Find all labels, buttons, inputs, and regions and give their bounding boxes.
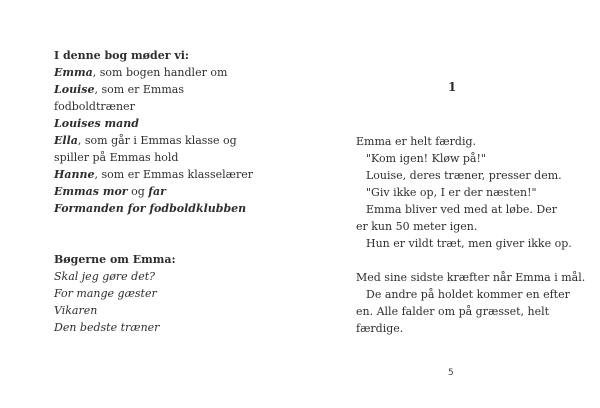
character-line bbox=[54, 200, 246, 217]
books-heading: Bøgerne om Emma: bbox=[54, 253, 176, 266]
character-name: Hanne bbox=[54, 168, 95, 181]
text-line: Emma bliver ved med at løbe. Der bbox=[366, 203, 557, 216]
text-line: "Giv ikke op, I er der næsten!" bbox=[366, 186, 537, 199]
right-page bbox=[300, 0, 600, 408]
character-name: Formanden for fodboldklubben bbox=[54, 202, 247, 215]
character-line bbox=[54, 64, 227, 81]
character-line bbox=[54, 98, 135, 115]
character-desc: , som bogen handler om bbox=[92, 66, 228, 79]
character-desc: fodboldtræner bbox=[54, 100, 135, 113]
chapter-number: 1 bbox=[448, 80, 457, 94]
book-title: Den bedste træner bbox=[54, 321, 160, 334]
character-desc: , som er Emmas klasselærer bbox=[94, 168, 253, 181]
page-number: 5 bbox=[448, 368, 454, 378]
text-line: Emma er helt færdig. bbox=[356, 135, 477, 148]
character-name: Ella bbox=[54, 134, 78, 147]
character-desc: spiller på Emmas hold bbox=[54, 151, 179, 164]
character-name: Louises mand bbox=[54, 117, 139, 130]
text-line: færdige. bbox=[356, 322, 404, 335]
character-line bbox=[54, 81, 184, 98]
character-line bbox=[54, 149, 178, 166]
text-line: Hun er vildt træt, men giver ikke op. bbox=[366, 237, 572, 250]
character-desc: , som er Emmas bbox=[94, 83, 184, 96]
text-line: De andre på holdet kommer en efter bbox=[366, 288, 570, 301]
character-line bbox=[54, 166, 253, 183]
text-line: en. Alle falder om på græsset, helt bbox=[356, 305, 550, 318]
character-desc: , som går i Emmas klasse og bbox=[77, 134, 237, 147]
text-line: "Kom igen! Kløw på!" bbox=[366, 152, 486, 165]
character-line bbox=[54, 183, 166, 200]
character-line bbox=[54, 115, 139, 132]
text-line: Med sine sidste kræfter når Emma i mål. bbox=[356, 271, 586, 284]
text-line: er kun 50 meter igen. bbox=[356, 220, 478, 233]
character-desc: og bbox=[127, 185, 149, 198]
character-name: Emma bbox=[54, 66, 93, 79]
character-name: Louise bbox=[54, 83, 95, 96]
intro-heading: I denne bog møder vi: bbox=[54, 49, 189, 62]
book-title: Skal jeg gøre det? bbox=[54, 270, 156, 283]
text-line: Louise, deres træner, presser dem. bbox=[366, 169, 562, 182]
book-title: Vikaren bbox=[54, 304, 98, 317]
character-name: far bbox=[148, 185, 166, 198]
character-line bbox=[54, 132, 237, 149]
book-title: For mange gæster bbox=[54, 287, 157, 300]
character-name: Emmas mor bbox=[54, 185, 128, 198]
